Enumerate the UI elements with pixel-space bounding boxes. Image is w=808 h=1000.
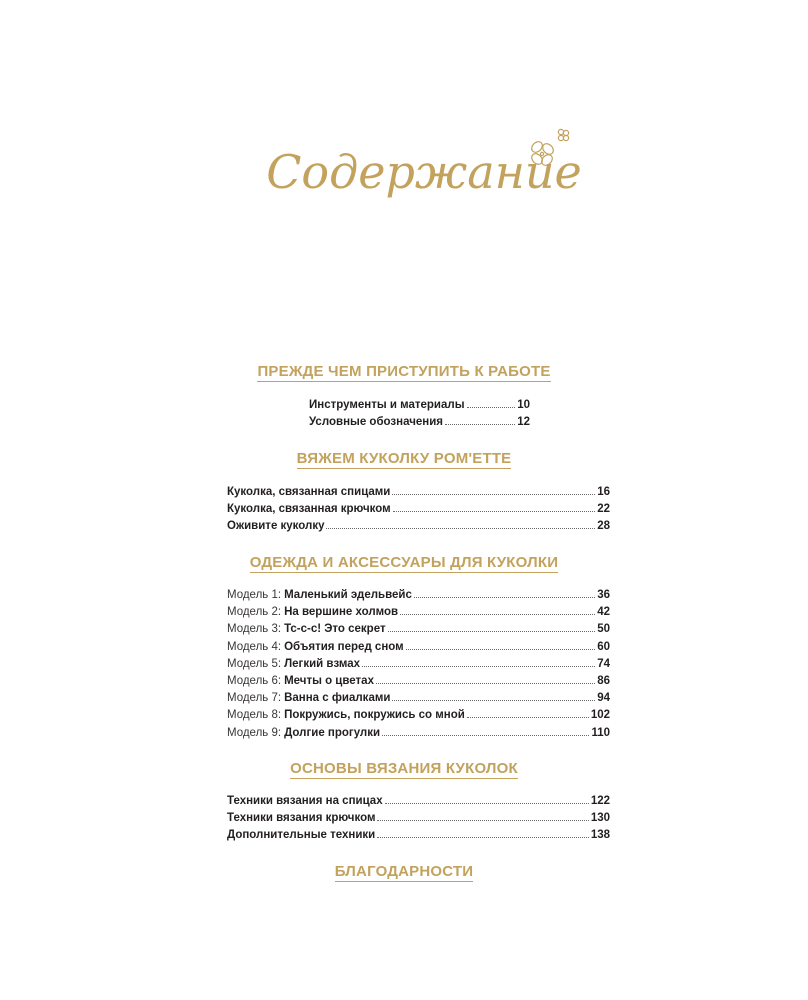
toc-entry-page: 122 [590, 795, 610, 807]
dot-leader [445, 424, 515, 425]
toc-entry-title: Маленький эдельвейс [284, 589, 412, 601]
toc-entry-page: 60 [597, 640, 610, 653]
toc-entry-page: 36 [597, 589, 610, 601]
toc-entry-prefix: Модель 9: [227, 726, 282, 739]
toc-entry-page: 12 [517, 416, 530, 429]
toc-entry-title: Тс-с-с! Это секрет [284, 623, 386, 636]
dot-leader [377, 820, 588, 821]
toc-entry-prefix: Модель 1: [227, 589, 282, 601]
toc-entry[interactable] [227, 520, 610, 537]
toc-entry-title: Покружись, покружись со мной [284, 709, 465, 722]
toc-entry-page: 10 [517, 399, 530, 411]
toc-entry-page: 42 [597, 606, 610, 619]
toc-list-clothes [227, 589, 610, 744]
page-title-block [0, 110, 808, 230]
dot-leader [388, 631, 596, 632]
toc-entry-page: 94 [597, 692, 610, 705]
toc-entry-page: 130 [590, 812, 610, 825]
toc-entry-page: 16 [597, 486, 610, 498]
dot-leader [414, 597, 595, 598]
toc-entry[interactable] [227, 692, 610, 709]
dot-leader [385, 803, 589, 804]
dot-leader [406, 649, 596, 650]
section-heading-thanks[interactable]: БЛАГОДАРНОСТИ [334, 863, 474, 880]
toc-entry[interactable] [227, 675, 610, 692]
toc-entry[interactable] [227, 709, 610, 726]
toc-entry-prefix: Модель 6: [227, 674, 282, 687]
dot-leader [377, 837, 589, 838]
toc-entry[interactable] [227, 812, 610, 829]
toc-entry-page: 28 [597, 520, 610, 533]
toc-entry-page: 22 [597, 503, 610, 516]
section-heading-doll: ВЯЖЕМ КУКОЛКУ POM'ETTE [296, 450, 512, 467]
toc-entry-title: Долгие прогулки [284, 726, 381, 739]
toc-entry[interactable] [227, 658, 610, 675]
toc-entry-prefix: Модель 3: [227, 623, 282, 636]
toc-entry[interactable] [227, 589, 610, 606]
dot-leader [467, 717, 589, 718]
dot-leader [393, 511, 596, 512]
toc-entry-page: 50 [597, 623, 610, 636]
toc-entry[interactable] [227, 829, 610, 846]
dot-leader [392, 494, 595, 495]
dot-leader [376, 683, 595, 684]
toc-entry-title: Условные обозначения [309, 416, 444, 429]
toc-entry[interactable] [309, 416, 530, 433]
page-title: Содержание [266, 145, 582, 199]
toc-list-before-start [309, 399, 530, 433]
toc-entry-title: На вершине холмов [284, 606, 399, 619]
section-heading-basics: ОСНОВЫ ВЯЗАНИЯ КУКОЛОК [290, 760, 518, 777]
toc-list-basics [227, 795, 610, 847]
toc-entry-page: 74 [597, 657, 610, 670]
toc-entry[interactable] [227, 795, 610, 812]
dot-leader [362, 666, 595, 667]
dot-leader [400, 614, 595, 615]
toc-entry[interactable] [227, 503, 610, 520]
toc-entry-prefix: Модель 8: [227, 709, 282, 722]
toc-entry-prefix: Модель 5: [227, 657, 282, 670]
section-heading-clothes: ОДЕЖДА И АКСЕССУАРЫ ДЛЯ КУКОЛКИ [249, 554, 559, 571]
toc-entry-title: Дополнительные техники [227, 829, 376, 842]
dot-leader [467, 407, 516, 408]
toc-entry[interactable] [227, 727, 610, 744]
toc-entry-title: Оживите куколку [227, 520, 325, 533]
toc-entry-title: Техники вязания на спицах [227, 795, 383, 807]
toc-entry[interactable] [227, 486, 610, 503]
dot-leader [326, 528, 595, 529]
toc-entry-title: Легкий взмах [284, 657, 361, 670]
toc-entry-title: Ванна с фиалками [284, 692, 391, 705]
toc-entry-title: Куколка, связанная спицами [227, 486, 391, 498]
toc-entry[interactable] [309, 399, 530, 416]
toc-entry[interactable] [227, 623, 610, 640]
section-heading-before-start: ПРЕЖДЕ ЧЕМ ПРИСТУПИТЬ К РАБОТЕ [257, 363, 551, 380]
toc-entry-prefix: Модель 2: [227, 606, 282, 619]
toc-entry-title: Объятия перед сном [284, 640, 404, 653]
toc-entry-title: Мечты о цветах [284, 674, 374, 687]
toc-entry-title: Инструменты и материалы [309, 399, 465, 411]
toc-list-doll [227, 486, 610, 538]
toc-entry-title: Куколка, связанная крючком [227, 503, 391, 516]
toc-entry-page: 86 [597, 674, 610, 687]
toc-entry-page: 138 [590, 829, 610, 842]
toc-entry-prefix: Модель 7: [227, 692, 282, 705]
toc-entry-prefix: Модель 4: [227, 640, 282, 653]
dot-leader [382, 735, 589, 736]
toc-entry[interactable] [227, 606, 610, 623]
dot-leader [392, 700, 595, 701]
title-graphic [0, 110, 808, 230]
toc-entry-page: 102 [590, 709, 610, 722]
toc-entry-title: Техники вязания крючком [227, 812, 376, 825]
toc-entry[interactable] [227, 641, 610, 658]
toc-entry-page: 110 [591, 726, 610, 739]
